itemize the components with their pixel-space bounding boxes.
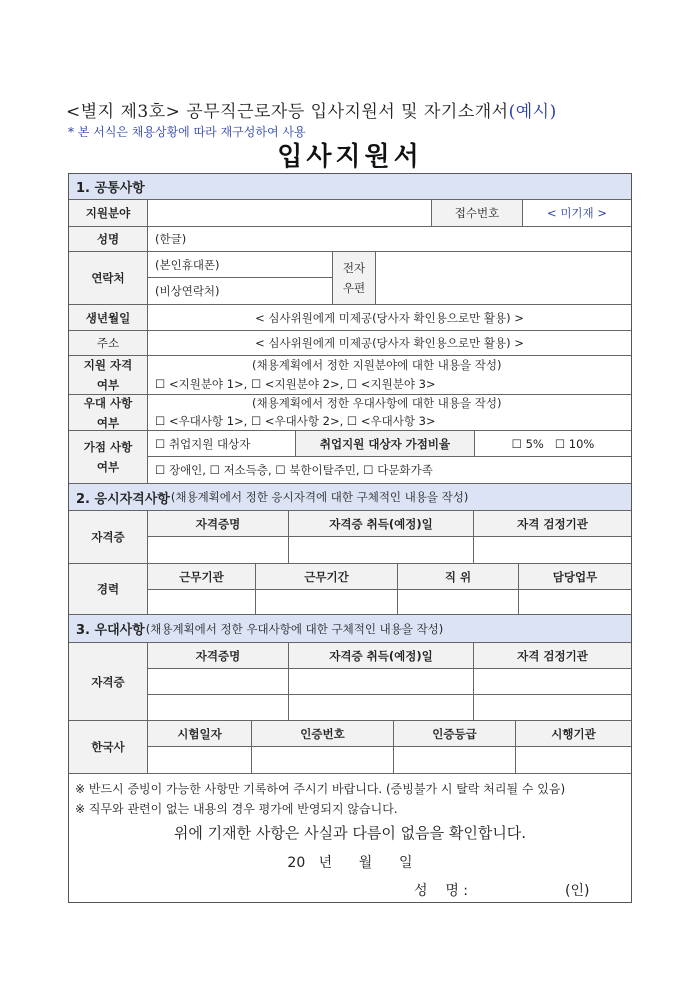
preference-options[interactable]: ☐ <우대사항 1>, ☐ <우대사항 2>, ☐ <우대사항 3>	[155, 414, 436, 428]
section2-title: 2. 응시자격사항	[76, 491, 170, 507]
s3-cert-date-input-1[interactable]	[289, 669, 474, 695]
form-number-title	[66, 97, 557, 122]
career-position-input[interactable]	[398, 590, 519, 615]
application-form	[68, 173, 632, 903]
employment-support-checkbox[interactable]: ☐ 취업지원 대상자	[148, 431, 296, 457]
s3-cert-date-input-2[interactable]	[289, 695, 474, 721]
s2-cert-name-input[interactable]	[148, 537, 289, 564]
korean-history-label: 한국사	[69, 721, 148, 774]
page-title: 입사지원서	[277, 142, 423, 172]
career-header-position: 직 위	[398, 564, 519, 590]
s3-cert-name-input-2[interactable]	[148, 695, 289, 721]
s2-cert-date-input[interactable]	[289, 537, 474, 564]
receipt-label: 접수번호	[432, 200, 523, 227]
qualification-label-line1: 지원 자격	[83, 358, 133, 372]
section1-header	[69, 174, 631, 200]
s2-cert-header-agency: 자격 검정기관	[474, 511, 631, 537]
example-tag: (예시)	[508, 102, 557, 122]
section1-title: 1. 공통사항	[76, 181, 145, 196]
history-number-input[interactable]	[252, 747, 394, 774]
career-org-input[interactable]	[148, 590, 256, 615]
section2-header	[69, 484, 631, 511]
history-header-agency: 시행기관	[516, 721, 631, 747]
date-line: 20 년 월 일	[287, 855, 413, 871]
bonus-label-line2: 여부	[96, 460, 120, 474]
email-label-line1: 전자	[342, 261, 366, 275]
birthdate-label: 생년월일	[69, 305, 148, 331]
section3-subtitle: (채용계획에서 정한 우대사항에 대한 구체적인 내용을 작성)	[145, 621, 444, 636]
history-header-date: 시험일자	[148, 721, 252, 747]
bonus-other-options[interactable]: ☐ 장애인, ☐ 저소득층, ☐ 북한이탈주민, ☐ 다문화가족	[148, 457, 631, 484]
qualification-hint: (채용계획에서 정한 지원분야에 대한 내용을 작성)	[252, 358, 502, 372]
name-label: 성명	[69, 227, 148, 252]
footer-note-relevance: ※ 직무와 관련이 없는 내용의 경우 평가에 반영되지 않습니다.	[75, 802, 398, 816]
section3-title: 3. 우대사항	[76, 623, 145, 638]
bonus-rate-options[interactable]: ☐ 5% ☐ 10%	[475, 431, 631, 457]
qualification-options[interactable]: ☐ <지원분야 1>, ☐ <지원분야 2>, ☐ <지원분야 3>	[155, 377, 436, 391]
usage-note: * 본 서식은 채용상황에 따라 재구성하여 사용	[68, 125, 306, 139]
form-number-text: <별지 제3호> 공무직근로자등 입사지원서 및 자기소개서	[66, 102, 509, 122]
s2-cert-agency-input[interactable]	[474, 537, 631, 564]
s3-cert-header-date: 자격증 취득(예정)일	[289, 643, 474, 669]
bonus-label	[69, 431, 148, 484]
history-header-number: 인증번호	[252, 721, 394, 747]
preference-label	[69, 395, 148, 431]
qualification-label-line2: 여부	[96, 378, 120, 392]
receipt-value: < 미기재 >	[523, 200, 631, 227]
bonus-rate-label: 취업지원 대상자 가점비율	[296, 431, 475, 457]
section3-header	[69, 615, 631, 643]
career-duty-input[interactable]	[519, 590, 631, 615]
email-label-line2: 우편	[342, 281, 366, 295]
emergency-contact-input[interactable]: (비상연락처)	[148, 278, 333, 305]
birthdate-value: < 심사위원에게 미제공(당사자 확인용으로만 활용) >	[148, 305, 631, 331]
s2-cert-label: 자격증	[69, 511, 148, 564]
career-period-input[interactable]	[256, 590, 398, 615]
section2-subtitle: (채용계획에서 정한 응시자격에 대한 구체적인 내용을 작성)	[170, 490, 469, 504]
career-header-duty: 담당업무	[519, 564, 631, 590]
field-input[interactable]	[148, 200, 432, 227]
signature-label: 성 명 :	[414, 883, 469, 899]
bonus-label-line1: 가점 사항	[83, 440, 133, 454]
career-label: 경력	[69, 564, 148, 615]
s3-cert-header-name: 자격증명	[148, 643, 289, 669]
preference-label-line2: 여부	[96, 415, 120, 430]
name-input[interactable]: (한글)	[148, 227, 631, 252]
career-header-org: 근무기관	[148, 564, 256, 590]
s3-cert-label: 자격증	[69, 643, 148, 721]
s3-cert-header-agency: 자격 검정기관	[474, 643, 631, 669]
mobile-input[interactable]: (본인휴대폰)	[148, 252, 333, 278]
footer-note-evidence: ※ 반드시 증빙이 가능한 사항만 기록하여 주시기 바랍니다. (증빙불가 시 탈락 처리될 수 있음)	[75, 782, 566, 796]
preference-label-line1: 우대 사항	[83, 395, 133, 410]
preference-hint: (채용계획에서 정한 우대사항에 대한 내용을 작성)	[252, 396, 502, 410]
address-label: 주소	[69, 331, 148, 356]
field-label: 지원분야	[69, 200, 148, 227]
s3-cert-agency-input-2[interactable]	[474, 695, 631, 721]
history-agency-input[interactable]	[516, 747, 631, 774]
qualification-label	[69, 356, 148, 395]
email-input[interactable]	[376, 252, 631, 305]
s3-cert-name-input-1[interactable]	[148, 669, 289, 695]
s2-cert-header-date: 자격증 취득(예정)일	[289, 511, 474, 537]
history-grade-input[interactable]	[394, 747, 516, 774]
confirmation-statement: 위에 기재한 사항은 사실과 다름이 없음을 확인합니다.	[173, 824, 527, 842]
address-value: < 심사위원에게 미제공(당사자 확인용으로만 활용) >	[148, 331, 631, 356]
s2-cert-header-name: 자격증명	[148, 511, 289, 537]
qualification-cell	[148, 356, 631, 395]
s3-cert-agency-input-1[interactable]	[474, 669, 631, 695]
career-header-period: 근무기간	[256, 564, 398, 590]
history-header-grade: 인증등급	[394, 721, 516, 747]
history-date-input[interactable]	[148, 747, 252, 774]
preference-cell	[148, 395, 631, 431]
contact-label: 연락처	[69, 252, 148, 305]
seal-mark[interactable]: (인)	[565, 883, 590, 899]
email-label	[333, 252, 376, 305]
